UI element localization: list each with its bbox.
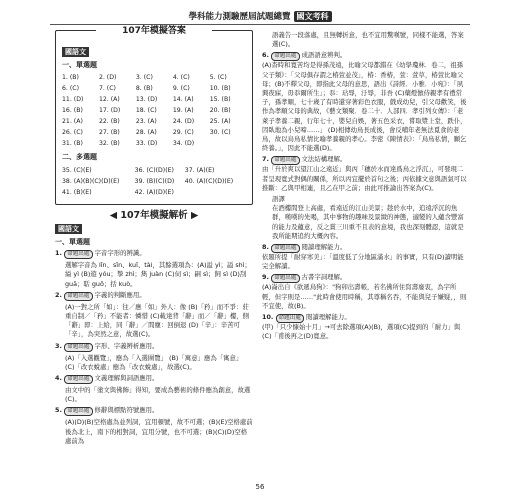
question-text: (A)崙出自《欲遞烏狗》："狗卯出壽帳，若名佛所住寫壽廢衷，為字所輕，但字則是……"此時會使用時稱，其尊稱名吞，不能與兒子嫌疑，，則不宜使，故(B)。	[262, 283, 467, 310]
answer-cell: 34. (D)	[172, 140, 195, 148]
answer-cell: 18. (C)	[135, 107, 157, 115]
answer-cell: 28. (A)	[135, 129, 157, 137]
question-text: 依題所提「耐穿寒美」：「溫度低了分地區滿水」的事實，只有(D)讀明能完全解讀。	[262, 253, 464, 271]
question-text: (A)(D)(B)空格處為並列詞，宜用頓號，故不可選；(B)(E)空格處前後為北上，南下的相對詞，宜用分號，也不可選；(B)(C)(D)空格處前為	[65, 418, 253, 445]
answer-cell	[185, 187, 246, 198]
question-number: 5.	[55, 406, 65, 415]
answer-cell: 17. (D)	[98, 107, 121, 115]
question-head: 古書字詞理解。	[301, 273, 347, 282]
analysis-part1-title: 一、單選題	[55, 238, 90, 247]
question-text: 文義理解與詞語應用。	[94, 374, 159, 383]
question-text: 修辭與標點符號應用。	[94, 406, 159, 415]
question-number: 4.	[55, 374, 65, 383]
answer-section-label: 國語文	[62, 47, 89, 57]
answer-cell	[210, 138, 246, 149]
right-item	[262, 51, 467, 153]
answer-cell: 2. (D)	[98, 74, 117, 82]
question-number: 3.	[55, 341, 65, 350]
answer-row	[62, 127, 246, 138]
answer-row	[62, 187, 246, 198]
answer-row	[62, 165, 246, 176]
question-number: 1.	[55, 249, 65, 258]
answer-cell: 10. (B)	[209, 85, 231, 93]
question-tag: 命題出處	[64, 375, 92, 384]
question-tag: 命題出處	[276, 314, 304, 323]
question-number: 2.	[55, 290, 65, 299]
answer-cell: 42. (A)(D)(E)	[134, 188, 174, 196]
answer-cell: 20. (B)	[209, 107, 231, 115]
answer-row	[62, 138, 246, 149]
question-text: (A)一對之所「如」：往／應「如」外人：像 (B)「矜」而不爭：莊重自制／「矜」不能者：憐惜 (C)載達背「辭」而／「辭」樓，側「辭」即：上給，同「辭」／間塵：回倒退 (D)「辛」：辛苦可「辛」，為突然之意，故選(C)。	[65, 302, 250, 339]
question-head: 語譯	[272, 195, 285, 204]
right-column	[262, 30, 467, 343]
analysis-item	[55, 342, 253, 352]
question-tag: 命題出處	[271, 52, 299, 61]
analysis-item	[55, 354, 253, 372]
answer-cell: 26. (C)	[62, 129, 83, 137]
answer-cell: 16. (B)	[62, 107, 83, 115]
question-tag: 命題出處	[64, 407, 92, 416]
answer-cell: 38. (A)(B)(C)(D)(E)	[62, 177, 120, 185]
header-tag: 國文考科	[294, 11, 332, 22]
right-item	[262, 155, 467, 193]
answer-cell: 1. (B)	[62, 74, 79, 82]
question-head: 成語語意辨判。	[301, 51, 347, 60]
question-number: 7.	[262, 155, 272, 164]
answer-cell: 7. (C)	[98, 85, 116, 93]
answer-row	[62, 94, 246, 105]
answer-cell: 30. (C)	[209, 129, 231, 137]
page-header	[50, 8, 470, 24]
answer-cell: 27. (B)	[98, 129, 120, 137]
answer-cell: 9. (C)	[172, 85, 190, 93]
analysis-item	[55, 261, 253, 289]
answer-row	[62, 116, 246, 127]
question-text: (A)「入選觀覽」，應為「入選圍覽」 (B)「寓意」應為「寓意」 (C)「改衣蛻處」應為「改衣蛻處」，故選(C)。	[65, 353, 243, 371]
answer-cell: 41. (B)(E)	[62, 188, 92, 196]
answer-cell: 19. (A)	[172, 107, 194, 115]
right-item	[262, 195, 467, 241]
analysis-item	[55, 374, 253, 384]
analysis-item	[55, 249, 253, 259]
question-number: 9.	[262, 273, 272, 282]
header-title: 學科能力測驗歷屆試題總覽	[188, 12, 291, 22]
answer-cell: 25. (A)	[209, 118, 231, 126]
answer-cell: 15. (B)	[209, 96, 231, 104]
answer-table-1	[62, 72, 246, 149]
answer-part2-title: 二、多選題	[62, 153, 97, 162]
answer-row	[62, 105, 246, 116]
question-tag: 命題出處	[64, 292, 92, 301]
answer-cell: 24. (D)	[172, 118, 195, 126]
question-text: 字音字形的辨識。	[94, 249, 146, 258]
analysis-list	[55, 249, 253, 446]
question-number: 8.	[262, 243, 272, 252]
question-text: 字義的判斷應用。	[94, 290, 146, 299]
question-tag: 命題出處	[271, 156, 299, 165]
question-tag: 命題出處	[64, 250, 92, 259]
answer-cell: 37. (A)(E)	[184, 166, 215, 174]
answer-cell: 11. (D)	[62, 96, 84, 104]
answer-cell: 22. (B)	[98, 118, 120, 126]
analysis-item	[55, 303, 253, 340]
answer-row	[62, 176, 246, 187]
question-text: 在酒樓間登上高處，看遠近的江山美景；趁於水中，追遠浮沉的魚群，嘆嘆的先喝，其中事物的趣味及景緻的神態，適變的人蘊含豐富的能力及蘊意，反之賞三川重不且表的意境，我也深刻體認，這就是我所能期追約大概內容。	[272, 204, 464, 240]
answer-row	[62, 83, 246, 94]
analysis-item	[55, 386, 253, 404]
right-item	[262, 313, 467, 341]
answer-cell: 21. (A)	[62, 118, 83, 126]
answer-cell: 13. (D)	[135, 96, 158, 104]
question-number: 10.	[262, 313, 276, 322]
right-list	[262, 51, 467, 341]
analysis-item	[55, 406, 253, 416]
question-head: 文法結構理解。	[301, 155, 347, 164]
answer-cell: 31. (B)	[62, 140, 83, 148]
question-text: 選解字音為 lǐn、sǐn、kuǐ、tài，其餘選項為：(A)溢 yì；謚 shì；縊 yì (B)遊 yóu；摯 zhì；雋 juàn (C)伺 sì；嗣 sì；飼 sì (D)刮 guā；聒 guō；括 kuò。	[65, 261, 251, 288]
answer-cell: 8. (B)	[135, 85, 153, 93]
question-text: (A)杳時和寬苦均是得孫茂遠，比喻父母都錯在《幼學瓊林．卷二，祖孫父子類》：「父母俱存謂之椿萱並茂」，椿：香椿，萱：萱草，椿萱比喻父母；(B)不釋父母，即指此父母的意思，語出《詩經．小雅．小宛》：「夙興夜寐，毋忝爾所生」；忝：玷辱，汙辱，非吾 (C)藥燈倣侍親孝有禮常子，孫孝順，七十歲了有時還穿著彩色衣服，戲成幼兒，引父母歡笑，後作為孝順父母的典故，《藝文類聚．卷二十．人部四．孝引列女傳》：「老萊子孝養二親，行年七十，嬰兒自娛，著五色采衣，嘗取漿上堂，跌仆，因臥地為小兒啼……」 (D)相傳幼鳥長成後，會反哺年老無法覓食的老鳥，故以烏鳥私情比喻孝養親的孝心。李密《陳情表》：「烏鳥私情，願乞終養。」，因此不能選(D)。	[262, 61, 467, 153]
answer-cell: 6. (C)	[62, 85, 80, 93]
analysis-item	[55, 291, 253, 301]
answer-cell: 29. (C)	[172, 129, 194, 137]
answer-box-title: 107年模擬答案	[96, 25, 212, 37]
answer-cell: 23. (A)	[135, 118, 157, 126]
right-item	[262, 243, 467, 271]
answer-cell: 33. (D)	[135, 140, 158, 148]
right-intro: 語義告一段落處，且無轉折意，也不宜用驚嘆號，同樣不能選，答案選(C)。	[272, 31, 464, 49]
question-text: 由文中的「塗文與佛飾」得知，要成為藝術的條件應為創意，故選(C)。	[65, 386, 251, 404]
answer-cell: 12. (A)	[98, 96, 120, 104]
answer-cell: 39. (B)(C)(D)	[134, 177, 175, 185]
question-text: (甲)「只少慷始十月」→可去除選項(A)(B)，選項(C)提到的「耐力」與(C)「甫後再之(D)寬意。	[262, 323, 461, 341]
analysis-section-label: 國語文	[55, 224, 82, 234]
analysis-title: ◀ 107年模擬解析 ▶	[109, 209, 199, 221]
question-tag: 命題出處	[271, 274, 299, 283]
answer-cell: 40. (A)(C)(D)(E)	[184, 177, 234, 185]
answer-box	[55, 26, 253, 205]
answer-cell: 4. (C)	[172, 74, 190, 82]
question-tag: 命題出處	[64, 343, 92, 352]
answer-cell: 14. (A)	[172, 96, 194, 104]
question-text: 字形、字義辨析應用。	[94, 341, 159, 350]
answer-table-2	[62, 165, 246, 198]
right-item	[262, 273, 467, 311]
question-head: 閱讀理解能力。	[305, 313, 351, 322]
answer-part1-title: 一、單選題	[62, 61, 97, 70]
question-tag: 命題出處	[271, 244, 299, 253]
answer-row	[62, 72, 246, 83]
question-text: 由「升於爽以望江山之遠近」與丙「穗於水而達爲鳥之浮沉」，可發現二者呈現寬式對偶的關係，所以丙宜擺於首句之後；丙依據文意與語氣可以推斷：乙與甲相連，且乙在甲之前；由此可推論出答案為(C)。	[262, 165, 467, 192]
question-number: 6.	[262, 51, 272, 60]
answer-cell: 36. (C)(D)(E)	[134, 166, 174, 174]
answer-cell: 3. (C)	[135, 74, 153, 82]
page-number: 56	[255, 483, 265, 491]
question-head: 閱讀理解能力。	[301, 243, 347, 252]
answer-cell: 35. (C)(E)	[62, 166, 92, 174]
answer-cell: 5. (C)	[209, 74, 227, 82]
left-column	[55, 26, 253, 448]
answer-cell: 32. (B)	[98, 140, 120, 148]
analysis-item	[55, 418, 253, 446]
